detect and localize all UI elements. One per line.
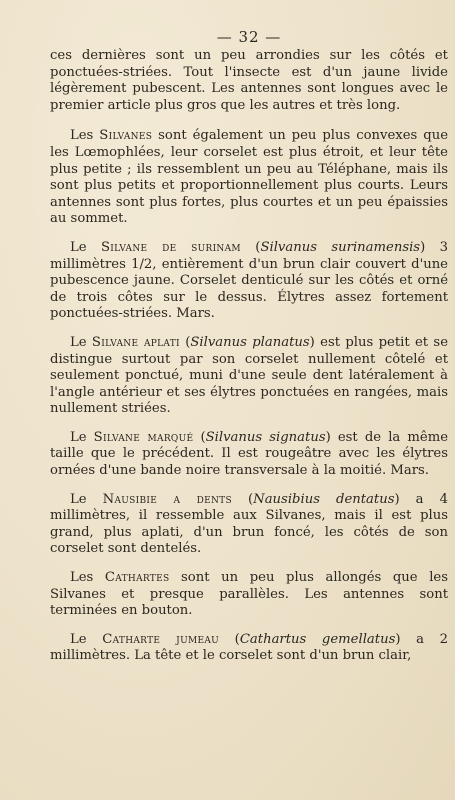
species-name: Cathartes [104, 570, 170, 586]
species-name: Silvane aplati [91, 334, 180, 350]
text-segment: ) 3 millimètres 1/2, entièrement d'un brun clair couvert d'une pubescence jaune. Corselet denticulé sur les côtés et orné de trois côtes sur le dessus. Élytres assez fortement ponctuées-striées. Mars. [50, 239, 448, 322]
text-segment: Le [70, 334, 92, 350]
text-segment: Les [70, 570, 105, 586]
text-segment: Le [70, 429, 94, 445]
book-page [50, 28, 448, 788]
paragraph [50, 240, 448, 323]
text-segment: Les [70, 128, 100, 144]
species-name: Silvane de surinam [100, 239, 241, 255]
paragraph [50, 128, 448, 228]
paragraph [50, 430, 448, 480]
text-segment: sont un peu plus allongés que les Silvanes et presque parallèles. Les antennes sont terminées en bouton. [50, 570, 448, 619]
text-segment: ) a 2 millimètres. La tête et le corselet sont d'un brun clair, [50, 631, 448, 664]
text-segment: Le [70, 491, 103, 507]
text-segment: ) est de la même taille que le précédent. Il est rougeâtre avec les élytres ornées d'une bande noire transversale à la moitié. Mars. [50, 429, 448, 479]
text-segment: Le [70, 239, 101, 255]
page-number: — 32 — [216, 28, 282, 46]
text-segment: ( [193, 429, 206, 445]
text-segment: ces dernières sont un peu arrondies sur les côtés et ponctuées-striées. Tout l'insecte est d'un jaune livide légèrement pubescent. Les antennes sont longues avec le premier article plus gros que les autres et très long. [50, 48, 448, 113]
species-name: Nausibie a dents [102, 491, 232, 507]
text-segment: ( [240, 239, 261, 255]
text-segment: ( [231, 491, 254, 507]
text-segment: ( [179, 334, 191, 350]
paragraph [50, 632, 448, 665]
paragraph [50, 492, 448, 558]
latin-name: Silvanus planatus [190, 334, 310, 350]
species-name: Silvanes [99, 128, 153, 144]
paragraph [50, 335, 448, 418]
latin-name: Cathartus gemellatus [239, 631, 396, 647]
text-segment: ( [219, 631, 240, 647]
latin-name: Silvanus signatus [205, 429, 326, 445]
species-name: Silvane marqué [93, 429, 194, 445]
latin-name: Silvanus surinamensis [260, 239, 421, 255]
latin-name: Nausibius dentatus [253, 491, 395, 507]
species-name: Catharte jumeau [102, 631, 220, 647]
text-segment: ) est plus petit et se distingue surtout par son corselet nullement côtelé et seulement ponctué, muni d'une seule dent latéralement à l'angle antérieur et ses élytres ponctuées en rangées, mais nullement striées. [50, 334, 448, 417]
text-segment: sont également un peu plus convexes que les Lœmophlées, leur corselet est plus étroit, et leur tête plus petite ; ils ressemblent un peu au Téléphane, mais ils sont plus petits et proportionnellement plus courts. Leurs antennes sont plus fortes, plus courtes et un peu épaissies au sommet. [50, 128, 448, 227]
page-body-text [50, 48, 448, 665]
text-segment: ) a 4 millimètres, il ressemble aux Silvanes, mais il est plus grand, plus aplati, d'un brun foncé, les côtés de son corselet sont dentelés. [50, 491, 448, 557]
text-segment: Le [70, 631, 103, 647]
paragraph [50, 570, 448, 620]
paragraph [50, 48, 448, 114]
